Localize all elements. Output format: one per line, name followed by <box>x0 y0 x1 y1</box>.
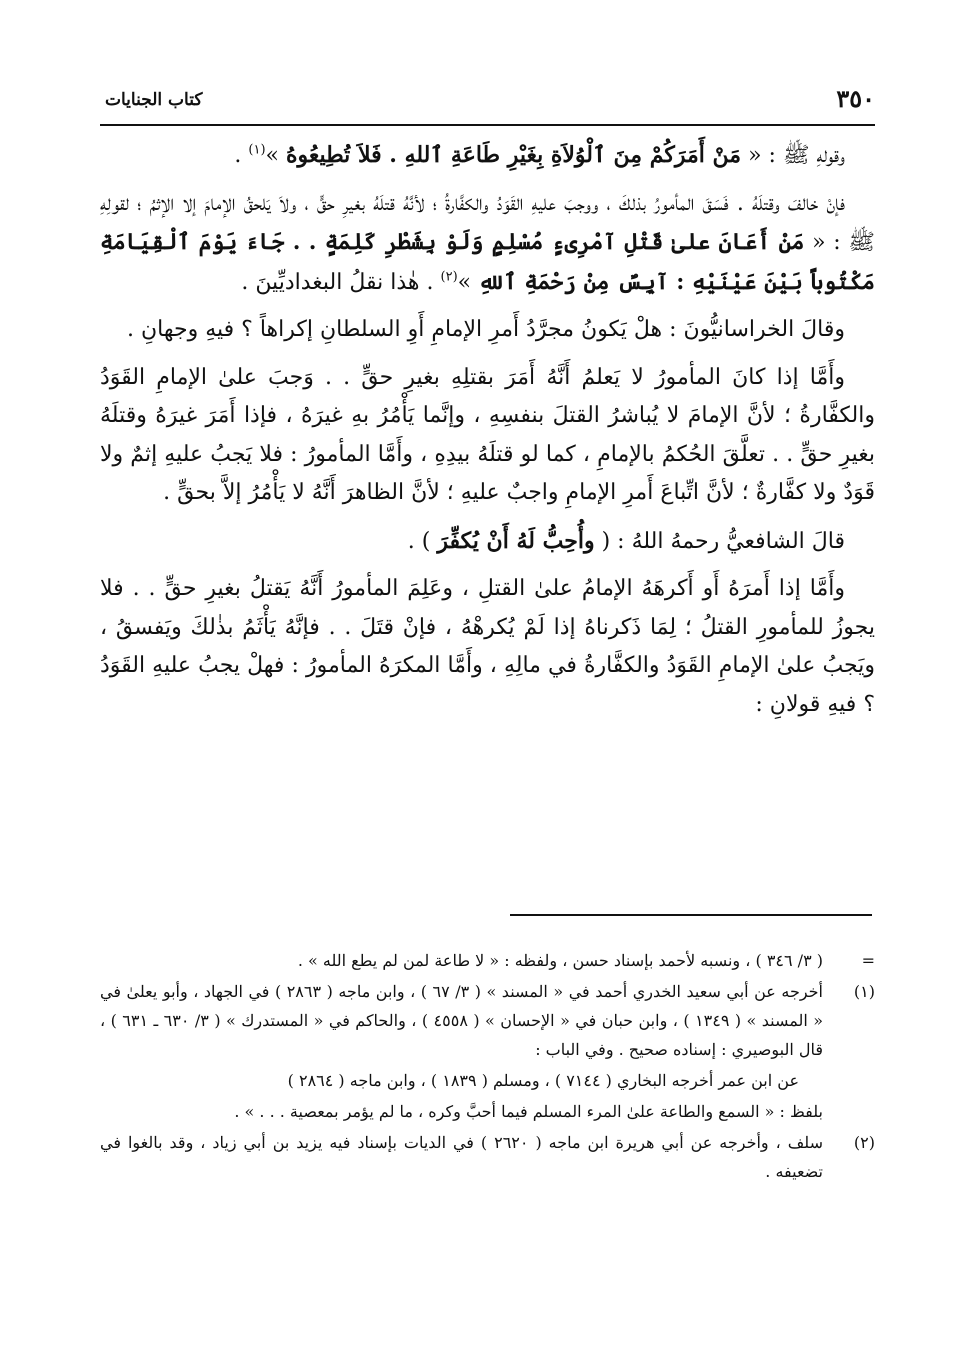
footnote-2-text: سلف ، وأخرجه عن أبي هريرة ابن ماجه ( ٢٦٢٠ ) في الديات بإسناد فيه يزيد بن أبي زياد ، وقد بالغوا في تضعيفه . <box>100 1133 823 1181</box>
footnote-2 <box>100 1128 875 1186</box>
paragraph-4: وأَمَّا إذا كانَ المأمورُ لا يَعلمُ أَنَّهُ أَمَرَ بقتلِهِ بغيرِ حقٍّ . . وَجبَ علىٰ الإمامِ القَوَدُ والكفَّارةُ ؛ لأنَّ الإمامَ لا يُباشرُ القتلَ بنفسِهِ ، وإنَّما يَأْمُرُ بهِ غيرَهُ ، فإذا أَمَرَ غيرَهُ وقتلَهُ بغيرِ حقٍّ . . تعلَّقَ الحُكمُ بالإمامِ ، كما لو قتلَهُ بيدِهِ ، وأَمَّا المأمورُ : فلا يَجبُ عليهِ إثمٌ ولا قَوَدٌ ولا كفَّارةٌ ؛ لأنَّ اتِّباعَ أَمرِ الإمامِ واجبٌ عليهِ ؛ لأنَّ الظاهرَ أَنَّهُ لا يَأْمُرُ إلاَّ بحقٍّ . <box>100 364 875 505</box>
paragraph-3: وقالَ الخراسانيُّونَ : هلْ يَكونُ مجرَّدُ أَمرِ الإمامِ أَوِ السلطانِ إكراهاً ؟ فيهِ وجهانِ . <box>127 317 845 342</box>
p5-text-a: قالَ الشافعيُّ رحمهُ اللهُ : ( <box>594 528 845 554</box>
page-header <box>105 84 875 120</box>
footnote-continuation <box>100 946 875 975</box>
paragraph-1 <box>100 136 875 176</box>
footnote-ref-2[interactable]: (٢) <box>440 269 458 285</box>
running-title: كتاب الجنايات <box>105 90 203 110</box>
page-number: ٣٥٠ <box>836 84 875 113</box>
paragraph-5 <box>100 522 875 562</box>
p2-text-c: . هٰذا نقلُ البغداديِّينَ . <box>241 269 441 295</box>
p1-hadith-quote: مَنْ أَمَرَكُمْ مِنَ ٱلْوُلاَةِ بِغَيْرِ طَاعَةِ ٱللهِ . فَلاَ تُطِيعُوهُ <box>285 142 742 168</box>
paragraph-2 <box>100 185 875 303</box>
footnotes <box>100 946 875 1188</box>
footnote-1 <box>100 977 875 1064</box>
p2-text-a: فإنْ خالفَ وقتلَهُ . فَسَقَ المأمورُ بذلكَ ، ووجبَ عليهِ القَوَدُ والكفَّارةُ ؛ لأنَّهُ قتلَهُ بغيرِ حقٍّ ، ولاَ يَلحقُ الإمامَ إلا الإثمُ ؛ لقولِهِ ﷺ : « <box>100 190 875 255</box>
footnote-1-marker: (١) <box>853 982 875 1001</box>
p5-shafii-quote: وأُحِبُّ لَهُ أَنْ يُكفِّرَ <box>437 527 595 554</box>
footnote-ref-1[interactable]: (١) <box>248 142 266 158</box>
p1-text-a: وقولهِ ﷺ : « <box>741 143 845 168</box>
footnote-1-continuation-1: عن ابن عمر أخرجه البخاري ( ٧١٤٤ ) ، ومسلم ( ١٨٣٩ ) ، وابن ماجه ( ٢٨٦٤ ) <box>287 1071 799 1090</box>
p5-text-b: ) . <box>407 528 438 554</box>
p2-hadith-quote: مَنْ أَعَانَ علىٰ قَتْلِ آمْرِىءٍ مُسْلِمٍ وَلَوْ بِشَطْرِ كَلِمَةٍ . . جَاءَ يَوْمَ ٱلْقِيَامَةِ مَكْتُوباً بَيْنَ عَيْنَيْهِ : آيِسٌ مِنْ رَحْمَةِ ٱللهِ <box>100 229 875 295</box>
footnote-2-marker: (٢) <box>853 1133 875 1152</box>
footnote-separator <box>510 914 872 916</box>
p1-text-b: » <box>265 143 286 168</box>
paragraph-6: وأَمَّا إذا أَمرَهُ أَو أَكرهَهُ الإمامُ علىٰ القتلِ ، وعَلِمَ المأمورُ أَنَّهُ يَقتلُ بغيرِ حقٍّ . . فلا يجوزُ للمأمورِ القتلُ ؛ لِمَا ذَكرناهُ إذا لَمْ يُكرهْهُ ، فإنْ قتَلَ . . فإنَّهُ يَأْثَمُ بذٰلكَ ويَفسقُ ، ويَجبُ علىٰ الإمامِ القَوَدُ والكفَّارةُ في مالِهِ ، وأَمَّا المكرَهُ المأمورُ : فهلْ يجبُ عليهِ القَوَدُ ؟ فيهِ قولانِ : <box>100 576 875 717</box>
main-text <box>100 136 875 733</box>
continuation-marker: = <box>861 951 875 970</box>
footnote-1-continuation-2: بلفظ : « السمع والطاعة علىٰ المرء المسلم فيما أحبَّ وكره ، ما لم يؤمر بمعصية . . . » . <box>234 1102 823 1121</box>
p1-text-c: . <box>234 143 249 168</box>
continuation-text: ( ٣/ ٣٤٦ ) ، ونسبه لأحمد بإسناد حسن ، ولفظه : « لا طاعة لمن لم يطع الله » . <box>297 951 823 970</box>
p2-text-b: » <box>457 269 479 295</box>
footnote-1-text: أخرجه عن أبي سعيد الخدري أحمد في « المسند » ( ٣/ ٦٧ ) ، وابن ماجه ( ٢٨٦٣ ) في الجهاد ، وأبو يعلىٰ في « المسند » ( ١٣٤٩ ) ، وابن حبان في « الإحسان » ( ٤٥٥٨ ) ، والحاكم في « المستدرك » ( ٣/ ٦٣٠ ـ ٦٣١ ) ، قال البوصيري : إسناده صحيح . وفي الباب : <box>100 982 824 1059</box>
header-rule <box>100 124 875 126</box>
